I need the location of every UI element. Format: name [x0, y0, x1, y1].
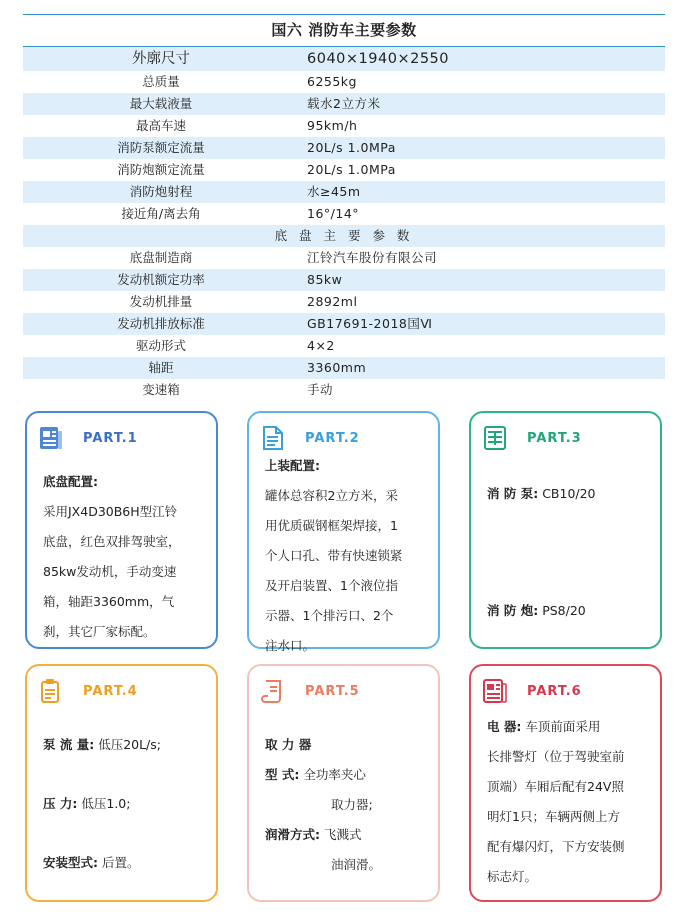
newspaper-icon [483, 678, 507, 704]
card-line: 标志灯。 [487, 869, 538, 884]
spec-key: 驱动形式 [135, 338, 186, 353]
spec-value: 2892ml [307, 294, 358, 309]
spec-key: 接近角/离去角 [121, 206, 201, 221]
spec-row [23, 71, 665, 93]
spec-value: 手动 [307, 382, 334, 397]
spec-key: 外廓尺寸 [132, 51, 190, 67]
card-line: 采用JX4D30B6H型江铃 [43, 504, 178, 519]
spec-key: 轴距 [148, 360, 174, 375]
spec-value: GB17691-2018国Ⅵ [307, 316, 433, 331]
card-part-5 [247, 664, 440, 902]
flow-label: 泵 流 量: [43, 737, 95, 752]
install-value: 后置。 [101, 855, 140, 870]
elec-label: 电 器: [487, 719, 522, 734]
spec-value: 95km/h [307, 118, 358, 133]
spec-value: 6040×1940×2550 [307, 51, 450, 67]
flow-value: 低压20L/s; [98, 737, 161, 752]
spec-row [23, 291, 665, 313]
spec-row [23, 137, 665, 159]
card-part-6 [469, 664, 662, 902]
spreadsheet-icon [483, 425, 507, 451]
spec-row [23, 379, 665, 401]
part-label: PART.4 [83, 683, 138, 699]
lube-value-cont: 油润滑。 [331, 857, 382, 872]
type-value: 全功率夹心 [303, 767, 366, 782]
spec-row [23, 93, 665, 115]
spec-row [23, 203, 665, 225]
spec-key: 最大载液量 [129, 96, 193, 111]
card-line: 刹，其它厂家标配。 [43, 624, 156, 639]
spec-value: 3360mm [307, 360, 367, 375]
spec-value: 6255kg [307, 74, 357, 89]
spec-value: 水≥45m [307, 184, 361, 199]
card-part-4 [25, 664, 218, 902]
card-part-2 [247, 411, 440, 653]
card-line: 底盘，红色双排驾驶室， [43, 534, 181, 549]
cannon-label: 消 防 炮: [487, 603, 539, 618]
spec-value: 20L/s 1.0MPa [307, 140, 396, 155]
install-label: 安装型式: [43, 855, 98, 870]
card-line: 长排警灯（位于驾驶室前 [487, 749, 625, 764]
spec-value: 20L/s 1.0MPa [307, 162, 396, 177]
card-heading: 上装配置: [265, 458, 320, 473]
type-label: 型 式: [265, 767, 300, 782]
spec-row [23, 47, 665, 71]
spec-key: 发动机排放标准 [117, 316, 205, 331]
spec-key: 变速箱 [142, 382, 180, 397]
pressure-label: 压 力: [43, 796, 78, 811]
cannon-value: PS8/20 [542, 603, 586, 618]
document-icon [261, 425, 285, 451]
card-line: 车顶前面采用 [525, 719, 601, 734]
spec-value: 4×2 [307, 338, 335, 353]
spec-key: 发动机排量 [129, 294, 193, 309]
card-line: 明灯1只；车辆两侧上方 [487, 809, 620, 824]
part-label: PART.3 [527, 430, 582, 446]
spec-key: 消防泵额定流量 [117, 140, 205, 155]
spec-table [23, 14, 665, 401]
spec-row [23, 181, 665, 203]
spec-row [23, 159, 665, 181]
spec-key: 底盘制造商 [129, 250, 193, 265]
spec-section-header [23, 225, 665, 247]
spec-row [23, 269, 665, 291]
clipboard-icon [39, 678, 63, 704]
spec-value: 16°/14° [307, 206, 360, 221]
spec-row [23, 115, 665, 137]
card-line: 示器、1个排污口、2个 [265, 608, 394, 623]
lube-value: 飞溅式 [323, 827, 362, 842]
part-label: PART.6 [527, 683, 582, 699]
part-label: PART.5 [305, 683, 360, 699]
spec-value: 载水2立方米 [307, 96, 381, 111]
card-heading: 取 力 器 [265, 737, 312, 752]
spec-key: 总质量 [142, 74, 180, 89]
card-part-1 [25, 411, 218, 649]
spec-row [23, 313, 665, 335]
card-line: 罐体总容积2立方米，采 [265, 488, 398, 503]
card-line: 注水口。 [265, 638, 316, 653]
pump-label: 消 防 泵: [487, 486, 539, 501]
spec-title: 国六 消防车主要参数 [23, 15, 665, 47]
pressure-value: 低压1.0; [81, 796, 131, 811]
spec-value: 江铃汽车股份有限公司 [307, 250, 438, 265]
part-label: PART.1 [83, 430, 138, 446]
section-title: 底 盘 主 要 参 数 [274, 228, 414, 243]
part-label: PART.2 [305, 430, 360, 446]
spec-row [23, 335, 665, 357]
card-line: 个人口孔、带有快速锁紧 [265, 548, 403, 563]
card-line: 用优质碳钢框架焊接，1 [265, 518, 398, 533]
card-part-3 [469, 411, 662, 649]
card-line: 配有爆闪灯，下方安装侧 [487, 839, 625, 854]
card-line: 箱，轴距3360mm，气 [43, 594, 175, 609]
type-value-cont: 取力器; [331, 797, 373, 812]
spec-key: 发动机额定功率 [117, 272, 205, 287]
pump-value: CB10/20 [542, 486, 596, 501]
spec-key: 最高车速 [135, 118, 186, 133]
card-line: 及开启装置、1个液位指 [265, 578, 398, 593]
card-line: 顶端）车厢后配有24V照 [487, 779, 624, 794]
spec-row [23, 247, 665, 269]
scroll-icon [261, 678, 285, 704]
lube-label: 润滑方式: [265, 827, 320, 842]
spec-key: 消防炮射程 [129, 184, 193, 199]
card-line: 85kw发动机，手动变速 [43, 564, 177, 579]
spec-key: 消防炮额定流量 [117, 162, 205, 177]
spec-row [23, 357, 665, 379]
newspaper-icon [39, 425, 63, 451]
spec-value: 85kw [307, 272, 343, 287]
card-heading: 底盘配置: [43, 474, 98, 489]
